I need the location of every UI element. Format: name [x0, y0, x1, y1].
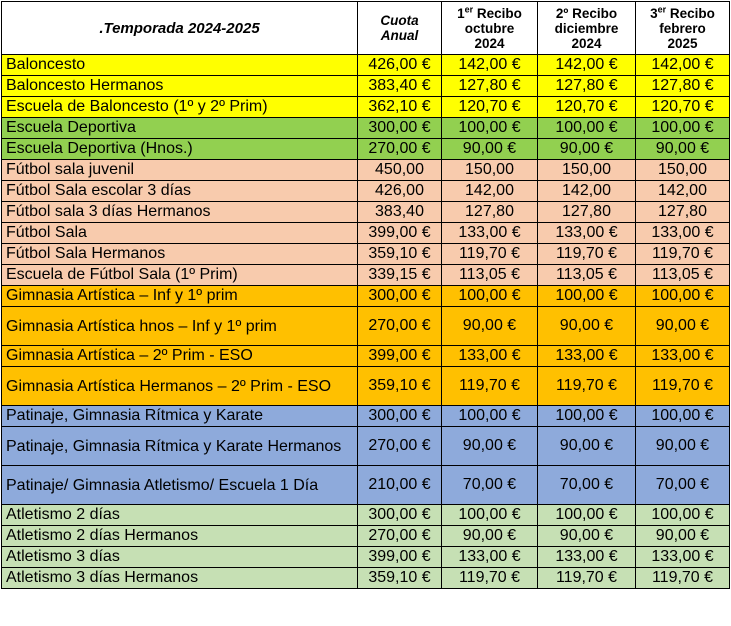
- fee-row: [2, 265, 730, 286]
- receipt-1-amount: 133,00 €: [442, 223, 538, 244]
- annual-fee-header: [358, 2, 442, 55]
- receipt-2-amount: 120,70 €: [538, 97, 636, 118]
- fee-row: [2, 406, 730, 427]
- annual-fee: 359,10 €: [358, 568, 442, 589]
- fee-row: [2, 118, 730, 139]
- receipt-2-amount: 90,00 €: [538, 139, 636, 160]
- annual-fee: 270,00 €: [358, 307, 442, 346]
- annual-fee: 362,10 €: [358, 97, 442, 118]
- fee-row: [2, 76, 730, 97]
- fee-row: [2, 505, 730, 526]
- receipt-3-amount: 142,00 €: [636, 55, 730, 76]
- activity-name: Fútbol sala 3 días Hermanos: [2, 202, 358, 223]
- r1-month: octubre: [464, 20, 515, 36]
- receipt-1-amount: 70,00 €: [442, 466, 538, 505]
- receipt-2-amount: 119,70 €: [538, 244, 636, 265]
- activity-name: Escuela de Fútbol Sala (1º Prim): [2, 265, 358, 286]
- receipt-2-amount: 127,80 €: [538, 76, 636, 97]
- receipt-1-amount: 90,00 €: [442, 427, 538, 466]
- fee-row: [2, 307, 730, 346]
- activity-name: Escuela de Baloncesto (1º y 2º Prim): [2, 97, 358, 118]
- receipt-2-amount: 100,00 €: [538, 118, 636, 139]
- r3-month: febrero: [659, 20, 706, 36]
- receipt-2-amount: 90,00 €: [538, 307, 636, 346]
- receipt-1-amount: 120,70 €: [442, 97, 538, 118]
- fee-row: [2, 568, 730, 589]
- annual-fee: 300,00 €: [358, 286, 442, 307]
- annual-line1: Cuota: [380, 13, 419, 28]
- receipt-2-amount: 100,00 €: [538, 286, 636, 307]
- receipt-1-amount: 127,80 €: [442, 76, 538, 97]
- receipt-3-amount: 127,80 €: [636, 76, 730, 97]
- receipt-3-amount: 113,05 €: [636, 265, 730, 286]
- receipt-3-amount: 127,80: [636, 202, 730, 223]
- receipt-3-amount: 133,00 €: [636, 346, 730, 367]
- annual-fee: 383,40: [358, 202, 442, 223]
- receipt-1-amount: 90,00 €: [442, 526, 538, 547]
- annual-fee: 399,00 €: [358, 547, 442, 568]
- activity-name: Patinaje, Gimnasia Rítmica y Karate: [2, 406, 358, 427]
- fee-row: [2, 367, 730, 406]
- receipt-1-amount: 100,00 €: [442, 505, 538, 526]
- activity-name: Escuela Deportiva: [2, 118, 358, 139]
- receipt-1-amount: 133,00 €: [442, 547, 538, 568]
- activity-name: Gimnasia Artística Hermanos – 2º Prim - ESO: [2, 367, 358, 406]
- activity-name: Gimnasia Artística – 2º Prim - ESO: [2, 346, 358, 367]
- receipt-1-amount: 150,00: [442, 160, 538, 181]
- receipt-3-amount: 133,00 €: [636, 547, 730, 568]
- receipt-1-amount: 100,00 €: [442, 406, 538, 427]
- fee-row: [2, 286, 730, 307]
- annual-line2: Anual: [380, 28, 419, 43]
- receipt-2-amount: 142,00: [538, 181, 636, 202]
- r2-month: diciembre: [554, 20, 619, 36]
- receipt-1-amount: 90,00 €: [442, 139, 538, 160]
- annual-fee: 399,00 €: [358, 346, 442, 367]
- receipt-3-amount: 90,00 €: [636, 427, 730, 466]
- receipt-2-amount: 113,05 €: [538, 265, 636, 286]
- receipt-1-amount: 119,70 €: [442, 367, 538, 406]
- r3-ord: 3: [650, 5, 658, 21]
- annual-fee: 359,10 €: [358, 244, 442, 265]
- receipt-3-amount: 100,00 €: [636, 505, 730, 526]
- r1-ord: 1: [457, 5, 465, 21]
- receipt-3-amount: 119,70 €: [636, 568, 730, 589]
- receipt-2-amount: 127,80: [538, 202, 636, 223]
- receipt-3-amount: 90,00 €: [636, 307, 730, 346]
- activity-name: Fútbol Sala escolar 3 días: [2, 181, 358, 202]
- fee-row: [2, 346, 730, 367]
- receipt-2-amount: 90,00 €: [538, 526, 636, 547]
- activity-name: Atletismo 3 días Hermanos: [2, 568, 358, 589]
- annual-fee: 359,10 €: [358, 367, 442, 406]
- receipt-1-amount: 113,05 €: [442, 265, 538, 286]
- annual-fee: 300,00 €: [358, 505, 442, 526]
- fee-row: [2, 139, 730, 160]
- receipt-2-amount: 133,00 €: [538, 547, 636, 568]
- annual-fee: 426,00 €: [358, 55, 442, 76]
- receipt-3-amount: 100,00 €: [636, 286, 730, 307]
- activity-name: Baloncesto Hermanos: [2, 76, 358, 97]
- annual-fee: 300,00 €: [358, 406, 442, 427]
- receipt-3-amount: 150,00: [636, 160, 730, 181]
- annual-fee: 383,40 €: [358, 76, 442, 97]
- fee-row: [2, 181, 730, 202]
- header-row: [2, 2, 730, 55]
- receipt-2-amount: 100,00 €: [538, 406, 636, 427]
- fees-table: [1, 1, 730, 589]
- receipt-3-amount: 120,70 €: [636, 97, 730, 118]
- r3-sup: er: [657, 4, 667, 14]
- receipt-1-amount: 100,00 €: [442, 286, 538, 307]
- activity-name: Atletismo 2 días: [2, 505, 358, 526]
- receipt-3-header: [636, 2, 730, 55]
- receipt-1-amount: 142,00 €: [442, 55, 538, 76]
- fee-row: [2, 466, 730, 505]
- fee-row: [2, 547, 730, 568]
- fee-row: [2, 526, 730, 547]
- receipt-3-amount: 133,00 €: [636, 223, 730, 244]
- receipt-1-amount: 119,70 €: [442, 244, 538, 265]
- fee-row: [2, 427, 730, 466]
- annual-fee: 450,00: [358, 160, 442, 181]
- receipt-3-amount: 100,00 €: [636, 406, 730, 427]
- annual-fee: 270,00 €: [358, 139, 442, 160]
- receipt-1-amount: 90,00 €: [442, 307, 538, 346]
- activity-name: Gimnasia Artística hnos – Inf y 1º prim: [2, 307, 358, 346]
- receipt-2-amount: 119,70 €: [538, 568, 636, 589]
- receipt-2-header: [538, 2, 636, 55]
- r2-year: 2024: [571, 35, 602, 51]
- annual-fee: 426,00: [358, 181, 442, 202]
- receipt-1-amount: 142,00: [442, 181, 538, 202]
- r1-word: Recibo: [473, 5, 522, 21]
- receipt-3-amount: 70,00 €: [636, 466, 730, 505]
- receipt-3-amount: 142,00: [636, 181, 730, 202]
- receipt-2-amount: 133,00 €: [538, 346, 636, 367]
- r3-year: 2025: [667, 35, 698, 51]
- fee-row: [2, 202, 730, 223]
- activity-name: Patinaje, Gimnasia Rítmica y Karate Hermanos: [2, 427, 358, 466]
- receipt-2-amount: 119,70 €: [538, 367, 636, 406]
- receipt-3-amount: 90,00 €: [636, 139, 730, 160]
- annual-fee: 210,00 €: [358, 466, 442, 505]
- annual-fee: 270,00 €: [358, 427, 442, 466]
- annual-fee: 300,00 €: [358, 118, 442, 139]
- annual-fee: 270,00 €: [358, 526, 442, 547]
- activity-name: Gimnasia Artística – Inf y 1º prim: [2, 286, 358, 307]
- r1-year: 2024: [474, 35, 505, 51]
- receipt-3-amount: 119,70 €: [636, 244, 730, 265]
- activity-name: Atletismo 2 días Hermanos: [2, 526, 358, 547]
- activity-name: Patinaje/ Gimnasia Atletismo/ Escuela 1 Día: [2, 466, 358, 505]
- annual-fee: 339,15 €: [358, 265, 442, 286]
- receipt-1-amount: 100,00 €: [442, 118, 538, 139]
- fee-row: [2, 244, 730, 265]
- activity-name: Atletismo 3 días: [2, 547, 358, 568]
- receipt-1-header: [442, 2, 538, 55]
- receipt-3-amount: 90,00 €: [636, 526, 730, 547]
- activity-name: Fútbol sala juvenil: [2, 160, 358, 181]
- r1-sup: er: [464, 4, 474, 14]
- receipt-1-amount: 133,00 €: [442, 346, 538, 367]
- receipt-1-amount: 127,80: [442, 202, 538, 223]
- receipt-2-amount: 100,00 €: [538, 505, 636, 526]
- receipt-1-amount: 119,70 €: [442, 568, 538, 589]
- receipt-2-amount: 150,00: [538, 160, 636, 181]
- fee-row: [2, 223, 730, 244]
- season-header: .Temporada 2024-2025: [2, 2, 358, 55]
- receipt-2-amount: 142,00 €: [538, 55, 636, 76]
- fee-row: [2, 55, 730, 76]
- r3-word: Recibo: [666, 5, 715, 21]
- r2-ord: 2º Recibo: [555, 5, 618, 21]
- activity-name: Baloncesto: [2, 55, 358, 76]
- receipt-2-amount: 70,00 €: [538, 466, 636, 505]
- receipt-2-amount: 90,00 €: [538, 427, 636, 466]
- annual-fee: 399,00 €: [358, 223, 442, 244]
- receipt-3-amount: 100,00 €: [636, 118, 730, 139]
- fee-row: [2, 97, 730, 118]
- activity-name: Escuela Deportiva (Hnos.): [2, 139, 358, 160]
- receipt-3-amount: 119,70 €: [636, 367, 730, 406]
- activity-name: Fútbol Sala Hermanos: [2, 244, 358, 265]
- activity-name: Fútbol Sala: [2, 223, 358, 244]
- fee-row: [2, 160, 730, 181]
- receipt-2-amount: 133,00 €: [538, 223, 636, 244]
